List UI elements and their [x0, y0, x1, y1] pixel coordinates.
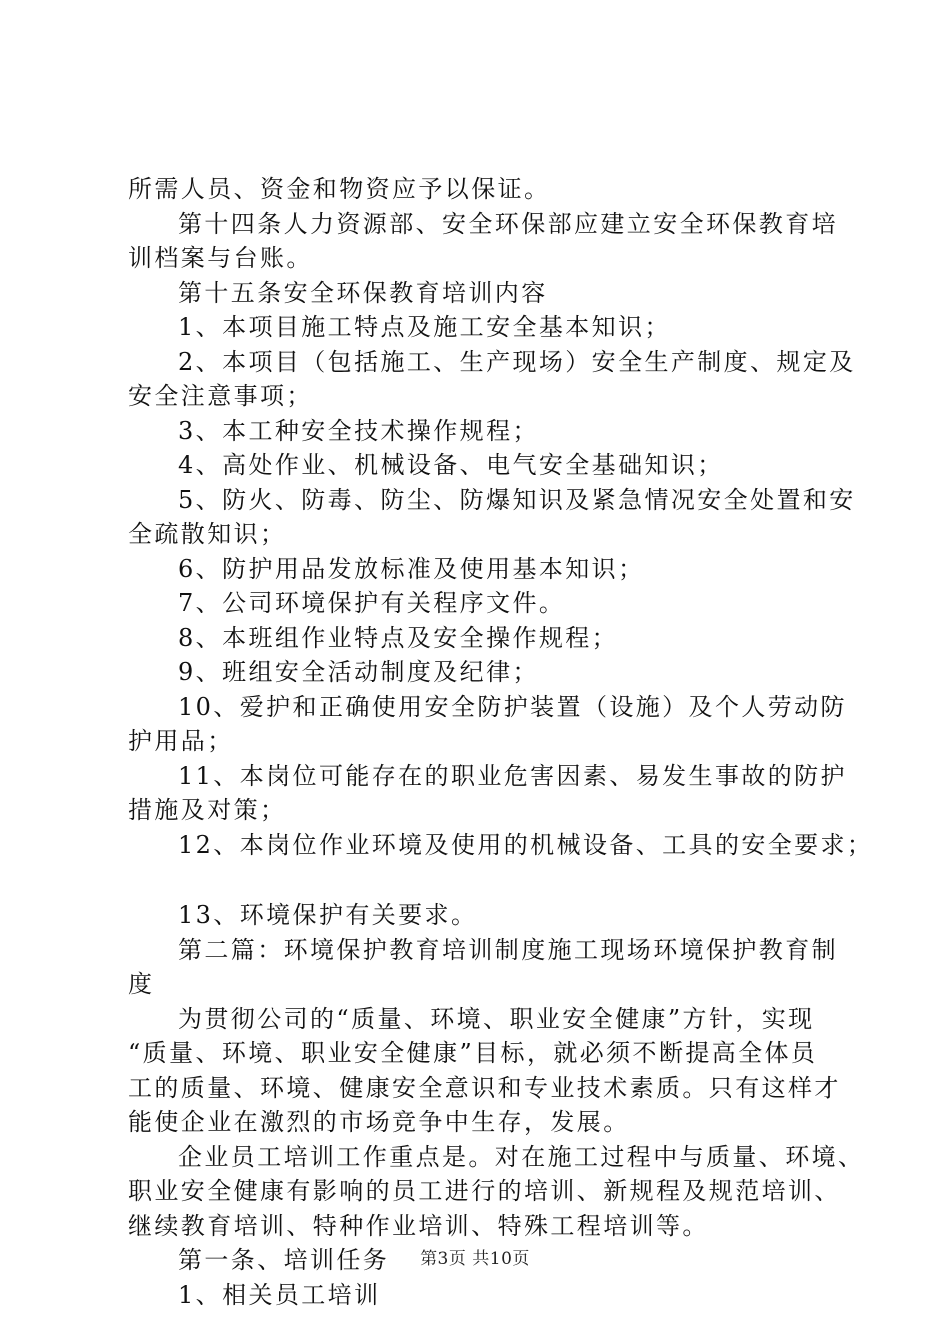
text-line: 第十四条人力资源部、安全环保部应建立安全环保教育培	[178, 209, 838, 238]
text-line: 为贯彻公司的“质量、环境、职业安全健康”方针，实现	[178, 1004, 815, 1033]
list-item: 9、班组安全活动制度及纪律；	[178, 658, 539, 686]
document-body	[128, 172, 874, 1312]
list-item: 4、高处作业、机械设备、电气安全基础知识；	[178, 451, 724, 479]
text-line: 职业安全健康有影响的员工进行的培训、新规程及规范培训、	[128, 1177, 841, 1205]
list-item-continuation: 安全注意事项；	[128, 382, 313, 410]
text-line: 训档案与台账。	[128, 244, 313, 272]
list-item: 11、本岗位可能存在的职业危害因素、易发生事故的防护	[178, 761, 847, 790]
list-item-continuation: 护用品；	[128, 727, 234, 755]
section-heading: 第一条、培训任务	[178, 1246, 390, 1274]
text-line: “质量、环境、职业安全健康”目标，就必须不断提高全体员	[128, 1039, 818, 1067]
text-line: 企业员工培训工作重点是。对在施工过程中与质量、环境、	[178, 1142, 865, 1171]
list-item-continuation: 措施及对策；	[128, 796, 287, 824]
list-item: 8、本班组作业特点及安全操作规程；	[178, 623, 619, 652]
paragraph-gap	[128, 862, 838, 898]
text-line: 所需人员、资金和物资应予以保证。	[128, 175, 551, 203]
list-item: 10、爱护和正确使用安全防护装置（设施）及个人劳动防	[178, 692, 847, 721]
list-item: 7、公司环境保护有关程序文件。	[178, 589, 566, 617]
list-item-continuation: 全疏散知识；	[128, 520, 287, 548]
list-item: 12、本岗位作业环境及使用的机械设备、工具的安全要求；	[178, 830, 874, 859]
list-item: 6、防护用品发放标准及使用基本知识；	[178, 554, 645, 583]
list-item: 1、本项目施工特点及施工安全基本知识；	[178, 313, 671, 341]
section-heading: 第十五条安全环保教育培训内容	[178, 278, 548, 307]
list-item: 13、环境保护有关要求。	[178, 901, 478, 929]
list-item: 1、相关员工培训	[178, 1280, 381, 1309]
chapter-heading: 第二篇：环境保护教育培训制度施工现场环境保护教育制	[178, 935, 838, 964]
list-item: 2、本项目（包括施工、生产现场）安全生产制度、规定及	[178, 347, 856, 376]
list-item: 3、本工种安全技术操作规程；	[178, 416, 539, 445]
text-line: 继续教育培训、特种作业培训、特殊工程培训等。	[128, 1211, 709, 1240]
page-number-footer: 第3页 共10页	[420, 1249, 530, 1269]
chapter-heading-continuation: 度	[128, 970, 155, 998]
text-line: 工的质量、环境、健康安全意识和专业技术素质。只有这样才	[128, 1073, 841, 1102]
text-line: 能使企业在激烈的市场竞争中生存，发展。	[128, 1108, 630, 1136]
list-item: 5、防火、防毒、防尘、防爆知识及紧急情况安全处置和安	[178, 485, 856, 514]
